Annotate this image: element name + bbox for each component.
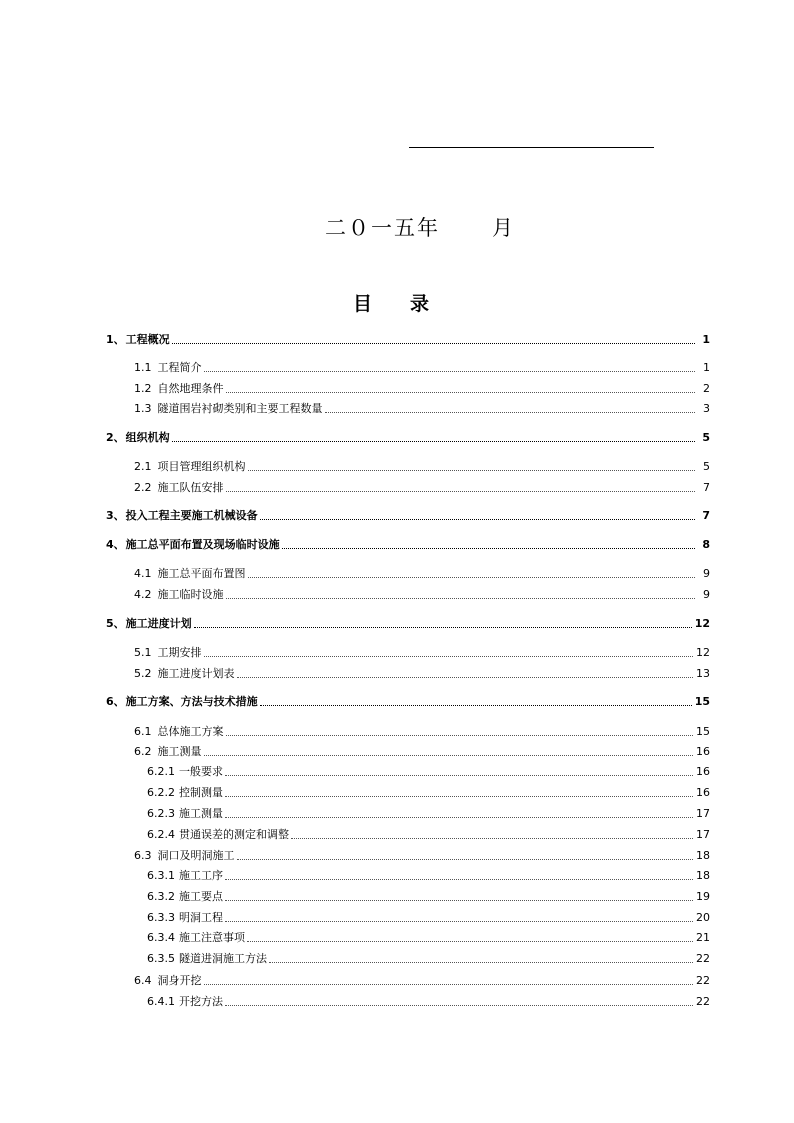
toc-leader-dots <box>237 858 694 860</box>
toc-entry-page: 12 <box>694 617 710 630</box>
toc-entry[interactable] <box>147 890 710 904</box>
toc-entry-label: 施工测量 <box>179 807 223 820</box>
toc-leader-dots <box>194 626 692 628</box>
toc-entry[interactable] <box>134 849 710 863</box>
toc-entry-label: 施工要点 <box>179 890 223 903</box>
toc-leader-dots <box>260 518 695 520</box>
toc-leader-dots <box>225 1004 693 1006</box>
toc-entry-number: 6.1 <box>134 725 152 738</box>
toc-entry-label: 施工进度计划 <box>125 617 192 630</box>
toc-entry-label: 施工注意事项 <box>179 931 245 944</box>
toc-leader-dots <box>172 440 695 442</box>
toc-entry-number: 5.1 <box>134 646 152 659</box>
toc-leader-dots <box>172 342 695 344</box>
toc-entry-page: 13 <box>696 667 710 680</box>
toc-entry[interactable] <box>106 695 710 709</box>
toc-entry-number: 2.1 <box>134 460 152 473</box>
toc-entry-number: 6.3.1 <box>147 869 175 882</box>
toc-entry-page: 5 <box>702 431 710 444</box>
toc-entry-label: 施工总平面布置图 <box>157 567 246 580</box>
toc-leader-dots <box>260 704 692 706</box>
toc-leader-dots <box>226 391 696 393</box>
toc-entry-number: 6.3.4 <box>147 931 175 944</box>
toc-leader-dots <box>225 774 693 776</box>
toc-entry-number: 3、 <box>106 509 125 522</box>
toc-entry-label: 总体施工方案 <box>157 725 224 738</box>
date-month: 月 <box>492 216 515 240</box>
toc-entry-label: 隧道围岩衬砌类别和主要工程数量 <box>157 402 323 415</box>
toc-entry-page: 21 <box>696 931 710 944</box>
toc-entry-number: 6.3.3 <box>147 911 175 924</box>
toc-entry-number: 6.2.3 <box>147 807 175 820</box>
toc-entry-page: 2 <box>703 382 710 395</box>
toc-entry-label: 明洞工程 <box>179 911 223 924</box>
toc-entry[interactable] <box>134 402 710 416</box>
toc-leader-dots <box>225 878 693 880</box>
toc-entry[interactable] <box>147 807 710 821</box>
toc-entry-label: 工程概况 <box>125 333 170 346</box>
toc-leader-dots <box>282 547 695 549</box>
toc-entry-page: 3 <box>703 402 710 415</box>
toc-leader-dots <box>247 940 693 942</box>
toc-entry-label: 开挖方法 <box>179 995 223 1008</box>
toc-entry-number: 2.2 <box>134 481 152 494</box>
toc-entry-number: 2、 <box>106 431 125 444</box>
toc-entry-label: 施工方案、方法与技术措施 <box>125 695 258 708</box>
toc-entry-label: 工期安排 <box>157 646 202 659</box>
toc-leader-dots <box>225 816 693 818</box>
toc-entry-number: 6.3.5 <box>147 952 175 965</box>
toc-entry[interactable] <box>134 567 710 581</box>
toc-entry[interactable] <box>134 974 710 988</box>
toc-entry-number: 6.4.1 <box>147 995 175 1008</box>
toc-entry-page: 16 <box>696 745 710 758</box>
toc-entry-page: 7 <box>702 509 710 522</box>
toc-entry[interactable] <box>147 931 710 945</box>
toc-entry-label: 控制测量 <box>179 786 223 799</box>
toc-leader-dots <box>248 469 696 471</box>
toc-entry-page: 17 <box>696 807 710 820</box>
toc-entry-page: 16 <box>696 765 710 778</box>
toc-entry-page: 19 <box>696 890 710 903</box>
toc-entry[interactable] <box>147 786 710 800</box>
toc-entry[interactable] <box>106 617 710 631</box>
toc-entry[interactable] <box>134 667 710 681</box>
toc-title: 目录 <box>352 293 467 315</box>
toc-entry-label: 组织机构 <box>125 431 170 444</box>
toc-entry[interactable] <box>147 911 710 925</box>
toc-entry-number: 1.2 <box>134 382 152 395</box>
toc-entry-label: 贯通误差的测定和调整 <box>179 828 289 841</box>
toc-entry[interactable] <box>134 588 710 602</box>
toc-entry-label: 自然地理条件 <box>157 382 224 395</box>
toc-entry-page: 1 <box>703 361 710 374</box>
toc-entry-page: 22 <box>696 952 710 965</box>
toc-entry-label: 施工队伍安排 <box>157 481 224 494</box>
toc-leader-dots <box>237 676 694 678</box>
toc-entry-number: 5、 <box>106 617 125 630</box>
toc-leader-dots <box>226 734 694 736</box>
toc-entry-label: 施工测量 <box>157 745 202 758</box>
toc-entry[interactable] <box>147 995 710 1009</box>
toc-entry-label: 施工进度计划表 <box>157 667 235 680</box>
toc-entry-label: 施工临时设施 <box>157 588 224 601</box>
toc-leader-dots <box>225 899 693 901</box>
toc-leader-dots <box>204 655 694 657</box>
toc-leader-dots <box>204 370 696 372</box>
toc-leader-dots <box>291 837 693 839</box>
toc-leader-dots <box>204 754 694 756</box>
toc-entry-page: 1 <box>702 333 710 346</box>
toc-entry-page: 18 <box>696 849 710 862</box>
toc-entry[interactable] <box>134 745 710 759</box>
toc-entry[interactable] <box>106 431 710 445</box>
toc-leader-dots <box>325 411 696 413</box>
toc-entry-number: 6.3.2 <box>147 890 175 903</box>
toc-entry[interactable] <box>134 361 710 375</box>
toc-entry-number: 4、 <box>106 538 125 551</box>
toc-entry-number: 6.2.1 <box>147 765 175 778</box>
toc-entry-number: 4.2 <box>134 588 152 601</box>
toc-entry[interactable] <box>106 333 710 347</box>
toc-entry-label: 项目管理组织机构 <box>157 460 246 473</box>
toc-entry[interactable] <box>147 952 710 966</box>
toc-entry-page: 15 <box>696 725 710 738</box>
toc-entry-number: 1、 <box>106 333 125 346</box>
toc-entry-number: 4.1 <box>134 567 152 580</box>
toc-entry-page: 18 <box>696 869 710 882</box>
toc-entry-page: 16 <box>696 786 710 799</box>
toc-entry[interactable] <box>134 725 710 739</box>
toc-entry-label: 洞口及明洞施工 <box>157 849 235 862</box>
toc-entry[interactable] <box>106 538 710 552</box>
toc-entry-number: 5.2 <box>134 667 152 680</box>
toc-entry-page: 22 <box>696 974 710 987</box>
toc-entry-page: 12 <box>696 646 710 659</box>
date-year: 二０一五年 <box>325 216 440 240</box>
toc-entry-number: 6.3 <box>134 849 152 862</box>
toc-entry[interactable] <box>134 382 710 396</box>
toc-entry-number: 6.2.2 <box>147 786 175 799</box>
toc-entry-number: 6.2.4 <box>147 828 175 841</box>
toc-entry-number: 1.1 <box>134 361 152 374</box>
toc-entry-number: 1.3 <box>134 402 152 415</box>
toc-entry-page: 9 <box>703 567 710 580</box>
toc-entry-label: 隧道进洞施工方法 <box>179 952 267 965</box>
toc-entry-page: 9 <box>703 588 710 601</box>
toc-entry-label: 洞身开挖 <box>157 974 202 987</box>
toc-entry-label: 工程简介 <box>157 361 202 374</box>
toc-entry[interactable] <box>147 828 710 842</box>
toc-entry-number: 6.2 <box>134 745 152 758</box>
toc-entry-page: 8 <box>702 538 710 551</box>
toc-entry-page: 5 <box>703 460 710 473</box>
toc-leader-dots <box>248 576 696 578</box>
toc-entry[interactable] <box>106 509 710 523</box>
toc-entry[interactable] <box>147 869 710 883</box>
toc-entry-page: 15 <box>694 695 710 708</box>
toc-leader-dots <box>225 795 693 797</box>
toc-entry-label: 施工总平面布置及现场临时设施 <box>125 538 280 551</box>
toc-entry-page: 7 <box>703 481 710 494</box>
toc-entry-page: 22 <box>696 995 710 1008</box>
toc-leader-dots <box>204 983 694 985</box>
toc-entry-page: 17 <box>696 828 710 841</box>
toc-entry-page: 20 <box>696 911 710 924</box>
toc-leader-dots <box>226 597 696 599</box>
toc-entry-label: 投入工程主要施工机械设备 <box>125 509 258 522</box>
toc-leader-dots <box>226 490 696 492</box>
toc-entry-label: 施工工序 <box>179 869 223 882</box>
toc-entry[interactable] <box>147 765 710 779</box>
toc-entry-label: 一般要求 <box>179 765 223 778</box>
toc-entry[interactable] <box>134 460 710 474</box>
toc-entry[interactable] <box>134 646 710 660</box>
toc-entry-number: 6.4 <box>134 974 152 987</box>
toc-entry[interactable] <box>134 481 710 495</box>
toc-leader-dots <box>225 920 693 922</box>
toc-entry-number: 6、 <box>106 695 125 708</box>
toc-leader-dots <box>269 961 693 963</box>
